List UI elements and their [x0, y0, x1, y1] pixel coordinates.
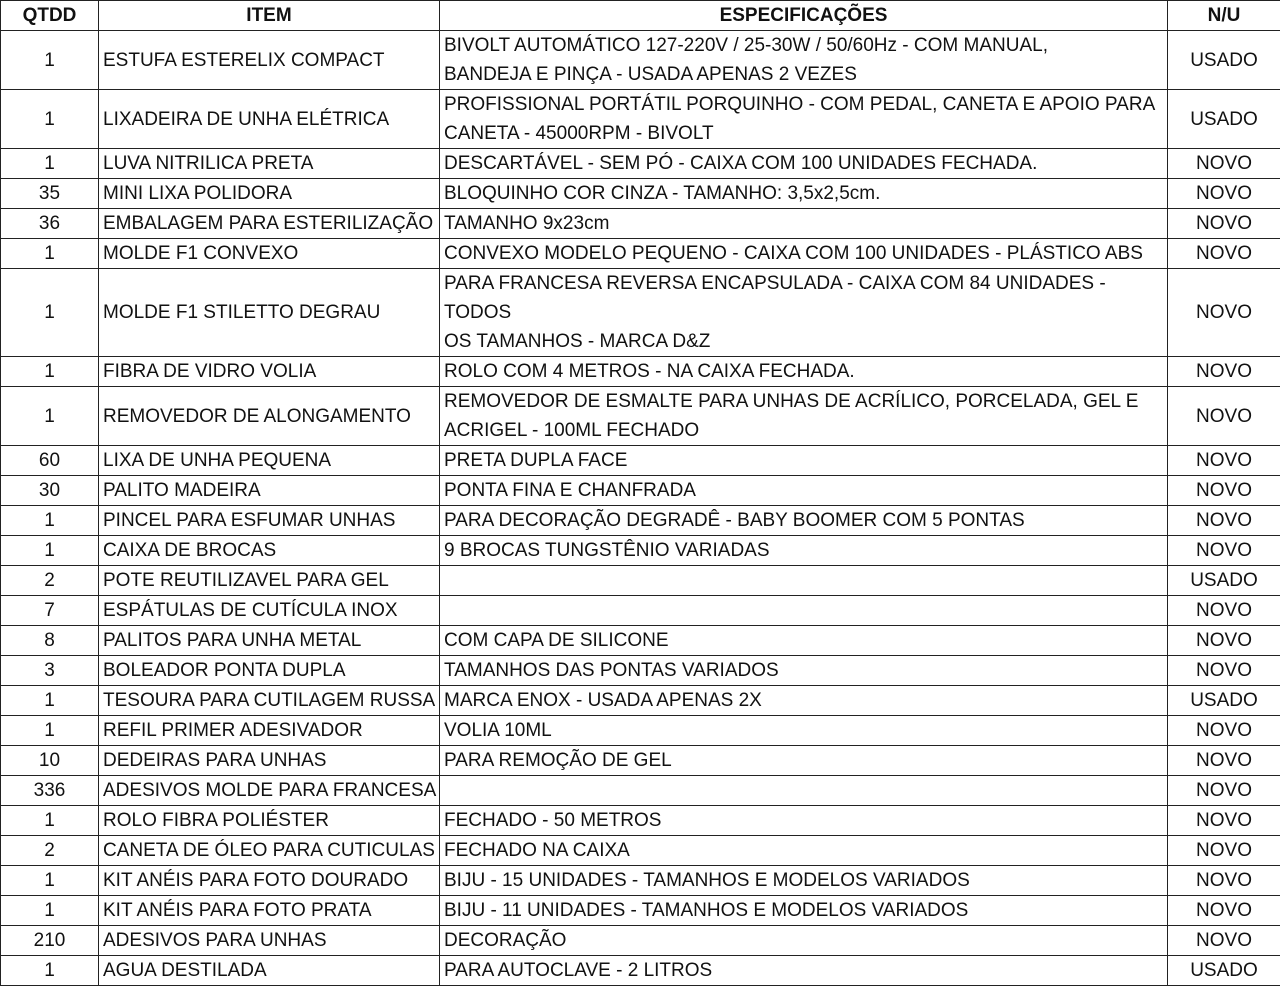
table-row: [1, 626, 1280, 656]
spec-line: 9 BROCAS TUNGSTÊNIO VARIADAS: [444, 536, 1163, 565]
spec-line: COM CAPA DE SILICONE: [444, 626, 1163, 655]
condition-cell: NOVO: [1168, 239, 1280, 269]
qty-cell: 1: [1, 506, 99, 536]
qty-cell: 1: [1, 896, 99, 926]
condition-cell: NOVO: [1168, 596, 1280, 626]
item-cell: KIT ANÉIS PARA FOTO PRATA: [99, 896, 440, 926]
condition-cell: NOVO: [1168, 626, 1280, 656]
table-row: [1, 536, 1280, 566]
spec-line: PARA FRANCESA REVERSA ENCAPSULADA - CAIXA COM 84 UNIDADES - TODOS: [444, 269, 1163, 327]
item-cell: FIBRA DE VIDRO VOLIA: [99, 357, 440, 387]
spec-line: PONTA FINA E CHANFRADA: [444, 476, 1163, 505]
table-row: [1, 866, 1280, 896]
table-row: [1, 179, 1280, 209]
qty-cell: 1: [1, 956, 99, 986]
condition-cell: NOVO: [1168, 357, 1280, 387]
table-row: [1, 926, 1280, 956]
qty-cell: 1: [1, 149, 99, 179]
item-cell: PALITOS PARA UNHA METAL: [99, 626, 440, 656]
item-cell: REFIL PRIMER ADESIVADOR: [99, 716, 440, 746]
item-cell: ESTUFA ESTERELIX COMPACT: [99, 31, 440, 90]
qty-cell: 1: [1, 536, 99, 566]
qty-cell: 1: [1, 806, 99, 836]
spec-cell: [440, 269, 1168, 357]
spec-line: DECORAÇÃO: [444, 926, 1163, 955]
qty-cell: 1: [1, 357, 99, 387]
item-cell: CAIXA DE BROCAS: [99, 536, 440, 566]
spec-cell: [440, 239, 1168, 269]
header-row: [1, 1, 1280, 31]
qty-cell: 1: [1, 387, 99, 446]
header-item: ITEM: [99, 1, 440, 31]
spec-line: VOLIA 10ML: [444, 716, 1163, 745]
condition-cell: NOVO: [1168, 446, 1280, 476]
item-cell: KIT ANÉIS PARA FOTO DOURADO: [99, 866, 440, 896]
table-row: [1, 596, 1280, 626]
condition-cell: NOVO: [1168, 896, 1280, 926]
condition-cell: NOVO: [1168, 866, 1280, 896]
spec-cell: [440, 626, 1168, 656]
condition-cell: NOVO: [1168, 806, 1280, 836]
item-cell: LUVA NITRILICA PRETA: [99, 149, 440, 179]
item-cell: MINI LIXA POLIDORA: [99, 179, 440, 209]
spec-line: BIVOLT AUTOMÁTICO 127-220V / 25-30W / 50/60Hz - COM MANUAL,: [444, 31, 1163, 60]
spec-line: TAMANHOS DAS PONTAS VARIADOS: [444, 656, 1163, 685]
table-row: [1, 746, 1280, 776]
table-row: [1, 239, 1280, 269]
table-body: [1, 31, 1280, 986]
spec-cell: [440, 686, 1168, 716]
spec-line: REMOVEDOR DE ESMALTE PARA UNHAS DE ACRÍLICO, PORCELADA, GEL E: [444, 387, 1163, 416]
spec-cell: [440, 31, 1168, 90]
item-cell: ROLO FIBRA POLIÉSTER: [99, 806, 440, 836]
table-row: [1, 446, 1280, 476]
spec-cell: [440, 387, 1168, 446]
spec-cell: [440, 476, 1168, 506]
spec-cell: [440, 746, 1168, 776]
spec-line: FECHADO - 50 METROS: [444, 806, 1163, 835]
item-cell: ESPÁTULAS DE CUTÍCULA INOX: [99, 596, 440, 626]
table-row: [1, 506, 1280, 536]
spec-line: OS TAMANHOS - MARCA D&Z: [444, 327, 1163, 356]
spec-line: DESCARTÁVEL - SEM PÓ - CAIXA COM 100 UNIDADES FECHADA.: [444, 149, 1163, 178]
spec-cell: [440, 596, 1168, 626]
table-row: [1, 656, 1280, 686]
qty-cell: 1: [1, 716, 99, 746]
item-cell: LIXA DE UNHA PEQUENA: [99, 446, 440, 476]
item-cell: DEDEIRAS PARA UNHAS: [99, 746, 440, 776]
spec-line: PARA AUTOCLAVE - 2 LITROS: [444, 956, 1163, 985]
table-row: [1, 149, 1280, 179]
spec-cell: [440, 357, 1168, 387]
condition-cell: NOVO: [1168, 536, 1280, 566]
item-cell: MOLDE F1 CONVEXO: [99, 239, 440, 269]
spec-cell: [440, 866, 1168, 896]
condition-cell: USADO: [1168, 686, 1280, 716]
spec-line: BLOQUINHO COR CINZA - TAMANHO: 3,5x2,5cm.: [444, 179, 1163, 208]
table-row: [1, 31, 1280, 90]
header-spec: ESPECIFICAÇÕES: [440, 1, 1168, 31]
item-cell: POTE REUTILIZAVEL PARA GEL: [99, 566, 440, 596]
spec-line: BIJU - 11 UNIDADES - TAMANHOS E MODELOS VARIADOS: [444, 896, 1163, 925]
spec-line: BIJU - 15 UNIDADES - TAMANHOS E MODELOS VARIADOS: [444, 866, 1163, 895]
spec-line: PARA DECORAÇÃO DEGRADÊ - BABY BOOMER COM 5 PONTAS: [444, 506, 1163, 535]
table-row: [1, 209, 1280, 239]
spec-cell: [440, 90, 1168, 149]
qty-cell: 10: [1, 746, 99, 776]
item-cell: AGUA DESTILADA: [99, 956, 440, 986]
item-cell: PALITO MADEIRA: [99, 476, 440, 506]
condition-cell: NOVO: [1168, 836, 1280, 866]
qty-cell: 35: [1, 179, 99, 209]
spec-cell: [440, 179, 1168, 209]
condition-cell: NOVO: [1168, 149, 1280, 179]
condition-cell: NOVO: [1168, 179, 1280, 209]
condition-cell: NOVO: [1168, 776, 1280, 806]
item-cell: LIXADEIRA DE UNHA ELÉTRICA: [99, 90, 440, 149]
table-row: [1, 956, 1280, 986]
spec-cell: [440, 716, 1168, 746]
condition-cell: NOVO: [1168, 506, 1280, 536]
qty-cell: 336: [1, 776, 99, 806]
condition-cell: USADO: [1168, 566, 1280, 596]
qty-cell: 1: [1, 686, 99, 716]
item-cell: ADESIVOS PARA UNHAS: [99, 926, 440, 956]
spec-line: ACRIGEL - 100ML FECHADO: [444, 416, 1163, 445]
table-header: [1, 1, 1280, 31]
spec-cell: [440, 656, 1168, 686]
spec-line: PARA REMOÇÃO DE GEL: [444, 746, 1163, 775]
item-cell: PINCEL PARA ESFUMAR UNHAS: [99, 506, 440, 536]
table-row: [1, 269, 1280, 357]
table-row: [1, 566, 1280, 596]
item-cell: TESOURA PARA CUTILAGEM RUSSA: [99, 686, 440, 716]
spec-line: CONVEXO MODELO PEQUENO - CAIXA COM 100 UNIDADES - PLÁSTICO ABS: [444, 239, 1163, 268]
table-row: [1, 716, 1280, 746]
spec-cell: [440, 926, 1168, 956]
spec-cell: [440, 209, 1168, 239]
qty-cell: 8: [1, 626, 99, 656]
condition-cell: NOVO: [1168, 476, 1280, 506]
condition-cell: NOVO: [1168, 746, 1280, 776]
table-row: [1, 896, 1280, 926]
spec-line: PROFISSIONAL PORTÁTIL PORQUINHO - COM PEDAL, CANETA E APOIO PARA: [444, 90, 1163, 119]
condition-cell: NOVO: [1168, 656, 1280, 686]
spec-line: ROLO COM 4 METROS - NA CAIXA FECHADA.: [444, 357, 1163, 386]
condition-cell: NOVO: [1168, 387, 1280, 446]
spec-cell: [440, 806, 1168, 836]
spec-line: PRETA DUPLA FACE: [444, 446, 1163, 475]
qty-cell: 1: [1, 31, 99, 90]
qty-cell: 7: [1, 596, 99, 626]
spec-line: CANETA - 45000RPM - BIVOLT: [444, 119, 1163, 148]
table-row: [1, 686, 1280, 716]
condition-cell: USADO: [1168, 31, 1280, 90]
qty-cell: 1: [1, 866, 99, 896]
spec-cell: [440, 836, 1168, 866]
spec-cell: [440, 536, 1168, 566]
item-cell: EMBALAGEM PARA ESTERILIZAÇÃO: [99, 209, 440, 239]
qty-cell: 60: [1, 446, 99, 476]
condition-cell: NOVO: [1168, 269, 1280, 357]
spec-line: FECHADO NA CAIXA: [444, 836, 1163, 865]
item-cell: CANETA DE ÓLEO PARA CUTICULAS: [99, 836, 440, 866]
qty-cell: 2: [1, 566, 99, 596]
spec-cell: [440, 566, 1168, 596]
qty-cell: 210: [1, 926, 99, 956]
qty-cell: 30: [1, 476, 99, 506]
spec-line: BANDEJA E PINÇA - USADA APENAS 2 VEZES: [444, 60, 1163, 89]
header-qty: QTDD: [1, 1, 99, 31]
spec-cell: [440, 506, 1168, 536]
qty-cell: 1: [1, 269, 99, 357]
spec-cell: [440, 776, 1168, 806]
qty-cell: 2: [1, 836, 99, 866]
table-row: [1, 836, 1280, 866]
spec-cell: [440, 896, 1168, 926]
item-cell: MOLDE F1 STILETTO DEGRAU: [99, 269, 440, 357]
spec-cell: [440, 446, 1168, 476]
item-cell: ADESIVOS MOLDE PARA FRANCESA: [99, 776, 440, 806]
qty-cell: 3: [1, 656, 99, 686]
table-row: [1, 776, 1280, 806]
qty-cell: 1: [1, 239, 99, 269]
condition-cell: USADO: [1168, 90, 1280, 149]
condition-cell: USADO: [1168, 956, 1280, 986]
spec-line: TAMANHO 9x23cm: [444, 209, 1163, 238]
item-cell: REMOVEDOR DE ALONGAMENTO: [99, 387, 440, 446]
table-row: [1, 357, 1280, 387]
qty-cell: 36: [1, 209, 99, 239]
condition-cell: NOVO: [1168, 716, 1280, 746]
table-row: [1, 387, 1280, 446]
item-cell: BOLEADOR PONTA DUPLA: [99, 656, 440, 686]
spec-cell: [440, 149, 1168, 179]
header-nu: N/U: [1168, 1, 1280, 31]
condition-cell: NOVO: [1168, 926, 1280, 956]
table-row: [1, 476, 1280, 506]
table-row: [1, 806, 1280, 836]
table-row: [1, 90, 1280, 149]
spec-line: MARCA ENOX - USADA APENAS 2X: [444, 686, 1163, 715]
spec-cell: [440, 956, 1168, 986]
condition-cell: NOVO: [1168, 209, 1280, 239]
qty-cell: 1: [1, 90, 99, 149]
